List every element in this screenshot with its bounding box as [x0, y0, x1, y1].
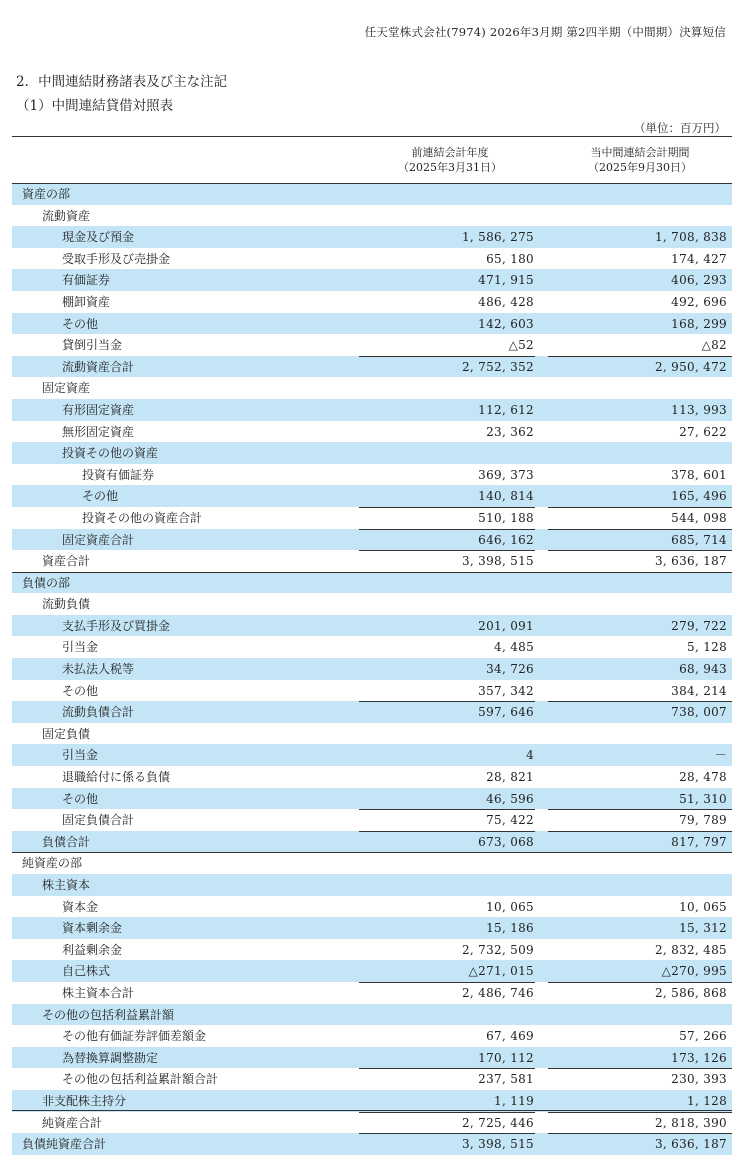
- current-period-value: 3, 636, 187: [654, 554, 727, 569]
- column-header-prior-year-date: （2025年3月31日）: [398, 161, 502, 174]
- row-label: 未払法人税等: [62, 662, 135, 677]
- table-row: [12, 334, 732, 356]
- row-label: その他: [62, 683, 99, 698]
- row-label: その他: [62, 316, 99, 331]
- column-header-current-period: [555, 145, 725, 175]
- row-label: 流動負債合計: [62, 705, 135, 720]
- subtotal-rule: [548, 701, 732, 702]
- prior-year-value: 15, 186: [486, 921, 534, 936]
- prior-year-value: 23, 362: [486, 424, 534, 439]
- current-period-value: 492, 696: [671, 294, 727, 309]
- row-label: 固定資産: [42, 381, 91, 396]
- subtotal-rule: [548, 1112, 732, 1113]
- subtotal-rule: [548, 809, 732, 810]
- table-bottom-rule: [12, 1110, 732, 1111]
- table-row: [12, 896, 732, 918]
- prior-year-value: 67, 469: [486, 1029, 534, 1044]
- subtotal-rule: [548, 529, 732, 530]
- document-header: 任天堂株式会社(7974) 2026年3月期 第2四半期（中間期）決算短信: [364, 25, 726, 39]
- table-row: [12, 723, 732, 745]
- table-top-rule: [12, 136, 732, 137]
- table-row: [12, 852, 732, 874]
- row-label: 流動資産: [42, 208, 91, 223]
- column-header-prior-year: [365, 145, 535, 175]
- table-row: [12, 442, 732, 464]
- current-period-value: 3, 636, 187: [654, 1137, 727, 1152]
- current-period-value: 28, 478: [679, 770, 727, 785]
- table-row: [12, 788, 732, 810]
- row-label: 非支配株主持分: [42, 1093, 127, 1108]
- table-row: [12, 1133, 732, 1155]
- current-period-value: 384, 214: [671, 683, 727, 698]
- row-label: 有価証券: [62, 273, 111, 288]
- prior-year-value: 2, 725, 446: [461, 1115, 534, 1130]
- row-label: 引当金: [62, 748, 99, 763]
- row-label: 支払手形及び買掛金: [62, 618, 171, 633]
- table-row: [12, 421, 732, 443]
- prior-year-value: 112, 612: [478, 402, 534, 417]
- row-label: 純資産の部: [22, 856, 83, 871]
- table-row: [12, 464, 732, 486]
- current-period-value: 57, 266: [679, 1029, 727, 1044]
- row-label: 負債合計: [42, 834, 91, 849]
- current-period-value: 2, 818, 390: [654, 1115, 727, 1130]
- table-row: [12, 1090, 732, 1112]
- row-label: 純資産合計: [42, 1115, 103, 1130]
- table-row: [12, 377, 732, 399]
- table-row: [12, 507, 732, 529]
- table-row: [12, 593, 732, 615]
- subtotal-rule: [359, 529, 535, 530]
- table-row: [12, 680, 732, 702]
- current-period-value: 406, 293: [671, 273, 727, 288]
- row-label: 資本金: [62, 899, 99, 914]
- prior-year-value: 75, 422: [486, 813, 534, 828]
- subtotal-rule: [359, 550, 535, 551]
- current-period-value: 738, 007: [671, 705, 727, 720]
- subtotal-rule: [548, 356, 732, 357]
- table-row: [12, 291, 732, 313]
- prior-year-value: 2, 732, 509: [461, 942, 534, 957]
- subtotal-rule: [359, 809, 535, 810]
- table-row: [12, 1047, 732, 1069]
- table-row: [12, 636, 732, 658]
- subtotal-rule: [548, 982, 732, 983]
- prior-year-value: 170, 112: [478, 1050, 534, 1065]
- row-label: 貸倒引当金: [62, 338, 123, 353]
- row-label: 固定資産合計: [62, 532, 135, 547]
- row-label: 為替換算調整勘定: [62, 1050, 159, 1065]
- row-label: 有形固定資産: [62, 402, 135, 417]
- table-row: [12, 744, 732, 766]
- row-label: 資本剰余金: [62, 921, 123, 936]
- table-row: [12, 269, 732, 291]
- prior-year-value: 3, 398, 515: [461, 1137, 534, 1152]
- table-row: [12, 809, 732, 831]
- table-row: [12, 982, 732, 1004]
- prior-year-value: 369, 373: [478, 467, 534, 482]
- table-row: [12, 226, 732, 248]
- prior-year-value: 34, 726: [486, 662, 534, 677]
- table-row: [12, 572, 732, 594]
- table-row: [12, 1068, 732, 1090]
- current-period-value: 1, 708, 838: [654, 230, 727, 245]
- row-label: 投資有価証券: [82, 467, 155, 482]
- table-row: [12, 313, 732, 335]
- subtotal-rule: [359, 982, 535, 983]
- table-row: [12, 939, 732, 961]
- column-header-current-period-title: 当中間連結会計期間: [590, 146, 690, 159]
- current-period-value: 173, 126: [671, 1050, 727, 1065]
- current-period-value: 378, 601: [671, 467, 727, 482]
- row-label: その他の包括利益累計額合計: [62, 1072, 219, 1087]
- row-label: 利益剰余金: [62, 942, 123, 957]
- prior-year-value: 1, 119: [494, 1093, 534, 1108]
- current-period-value: 15, 312: [679, 921, 727, 936]
- prior-year-value: 673, 068: [478, 834, 534, 849]
- table-row: [12, 183, 732, 205]
- row-label: 現金及び預金: [62, 230, 135, 245]
- subtotal-rule: [548, 831, 732, 832]
- prior-year-value: 4: [526, 748, 534, 763]
- prior-year-value: 486, 428: [478, 294, 534, 309]
- row-label: 投資その他の資産合計: [82, 510, 203, 525]
- subtotal-rule: [548, 550, 732, 551]
- current-period-value: 113, 993: [671, 402, 727, 417]
- column-header-prior-year-title: 前連結会計年度: [411, 146, 489, 159]
- subtotal-rule: [359, 831, 535, 832]
- subtotal-rule: [359, 356, 535, 357]
- current-period-value: 165, 496: [671, 489, 727, 504]
- prior-year-value: 140, 814: [478, 489, 534, 504]
- table-row: [12, 874, 732, 896]
- balance-sheet-table: [12, 183, 732, 1155]
- section-subtitle: （1）中間連結貸借対照表: [16, 98, 174, 114]
- current-period-value: 168, 299: [671, 316, 727, 331]
- prior-year-value: 142, 603: [478, 316, 534, 331]
- row-label: 株主資本: [42, 878, 91, 892]
- current-period-value: 27, 622: [679, 424, 727, 439]
- subtotal-rule: [359, 1068, 535, 1069]
- prior-year-value: 1, 586, 275: [461, 230, 534, 245]
- prior-year-value: 4, 485: [494, 640, 534, 655]
- row-label: 負債純資産合計: [22, 1137, 107, 1152]
- table-row: [12, 615, 732, 637]
- current-period-value: △270, 995: [661, 964, 727, 979]
- prior-year-value: 471, 915: [478, 273, 534, 288]
- current-period-value: 10, 065: [679, 899, 727, 914]
- row-label: 流動資産合計: [62, 359, 135, 374]
- table-row: [12, 485, 732, 507]
- table-row: [12, 701, 732, 723]
- current-period-value: 79, 789: [679, 813, 727, 828]
- row-label: 自己株式: [62, 964, 111, 979]
- row-label: 受取手形及び売掛金: [62, 251, 171, 266]
- current-period-value: 1, 128: [687, 1093, 727, 1108]
- prior-year-value: 201, 091: [478, 618, 534, 633]
- column-header-current-period-date: （2025年9月30日）: [588, 161, 692, 174]
- table-row: [12, 356, 732, 378]
- subtotal-rule: [548, 1068, 732, 1069]
- current-period-value: －: [714, 748, 727, 763]
- current-period-value: 2, 950, 472: [654, 359, 727, 374]
- row-label: その他の包括利益累計額: [42, 1007, 175, 1022]
- prior-year-value: 597, 646: [478, 705, 534, 720]
- section-title: 2．中間連結財務諸表及び主な注記: [16, 74, 228, 90]
- table-row: [12, 766, 732, 788]
- row-label: 退職給付に係る負債: [62, 770, 171, 785]
- current-period-value: △82: [701, 338, 727, 353]
- table-row: [12, 248, 732, 270]
- table-row: [12, 658, 732, 680]
- current-period-value: 174, 427: [671, 251, 727, 266]
- table-row: [12, 831, 732, 853]
- row-label: 固定負債合計: [62, 813, 135, 828]
- table-row: [12, 550, 732, 572]
- prior-year-value: 2, 486, 746: [461, 985, 534, 1000]
- prior-year-value: 646, 162: [478, 532, 534, 547]
- current-period-value: 68, 943: [679, 662, 727, 677]
- subtotal-rule: [359, 701, 535, 702]
- subtotal-rule: [548, 1133, 732, 1134]
- row-label: 無形固定資産: [62, 424, 135, 439]
- table-row: [12, 917, 732, 939]
- subtotal-rule: [359, 507, 535, 508]
- current-period-value: 685, 714: [671, 532, 727, 547]
- row-label: その他有価証券評価差額金: [62, 1029, 207, 1044]
- row-label: 株主資本合計: [62, 985, 135, 1000]
- current-period-value: 5, 128: [687, 640, 727, 655]
- table-row: [12, 205, 732, 227]
- row-label: 資産の部: [22, 187, 71, 201]
- current-period-value: 230, 393: [671, 1072, 727, 1087]
- current-period-value: 51, 310: [679, 791, 727, 806]
- row-label: 棚卸資産: [62, 294, 111, 309]
- table-row: [12, 1112, 732, 1134]
- prior-year-value: 3, 398, 515: [461, 554, 534, 569]
- prior-year-value: 10, 065: [486, 899, 534, 914]
- table-row: [12, 529, 732, 551]
- unit-label: （単位：百万円）: [634, 121, 726, 135]
- row-label: 引当金: [62, 640, 99, 655]
- prior-year-value: △271, 015: [468, 964, 534, 979]
- current-period-value: 544, 098: [671, 510, 727, 525]
- current-period-value: 817, 797: [671, 834, 727, 849]
- row-label: 資産合計: [42, 554, 91, 569]
- prior-year-value: △52: [508, 338, 534, 353]
- current-period-value: 2, 832, 485: [654, 942, 727, 957]
- table-row: [12, 960, 732, 982]
- prior-year-value: 28, 821: [486, 770, 534, 785]
- prior-year-value: 65, 180: [486, 251, 534, 266]
- prior-year-value: 510, 188: [478, 510, 534, 525]
- prior-year-value: 237, 581: [478, 1072, 534, 1087]
- row-label: 負債の部: [22, 575, 71, 590]
- table-row: [12, 1025, 732, 1047]
- current-period-value: 279, 722: [671, 618, 727, 633]
- row-label: 固定負債: [42, 726, 91, 741]
- row-label: 投資その他の資産: [62, 446, 159, 461]
- subtotal-rule: [548, 507, 732, 508]
- row-label: 流動負債: [42, 597, 91, 612]
- table-row: [12, 1004, 732, 1026]
- subtotal-rule: [359, 1133, 535, 1134]
- subtotal-rule: [359, 1112, 535, 1113]
- prior-year-value: 46, 596: [486, 791, 534, 806]
- prior-year-value: 2, 752, 352: [461, 359, 534, 374]
- row-label: その他: [82, 489, 119, 504]
- table-row: [12, 399, 732, 421]
- prior-year-value: 357, 342: [478, 683, 534, 698]
- current-period-value: 2, 586, 868: [654, 985, 727, 1000]
- row-label: その他: [62, 791, 99, 806]
